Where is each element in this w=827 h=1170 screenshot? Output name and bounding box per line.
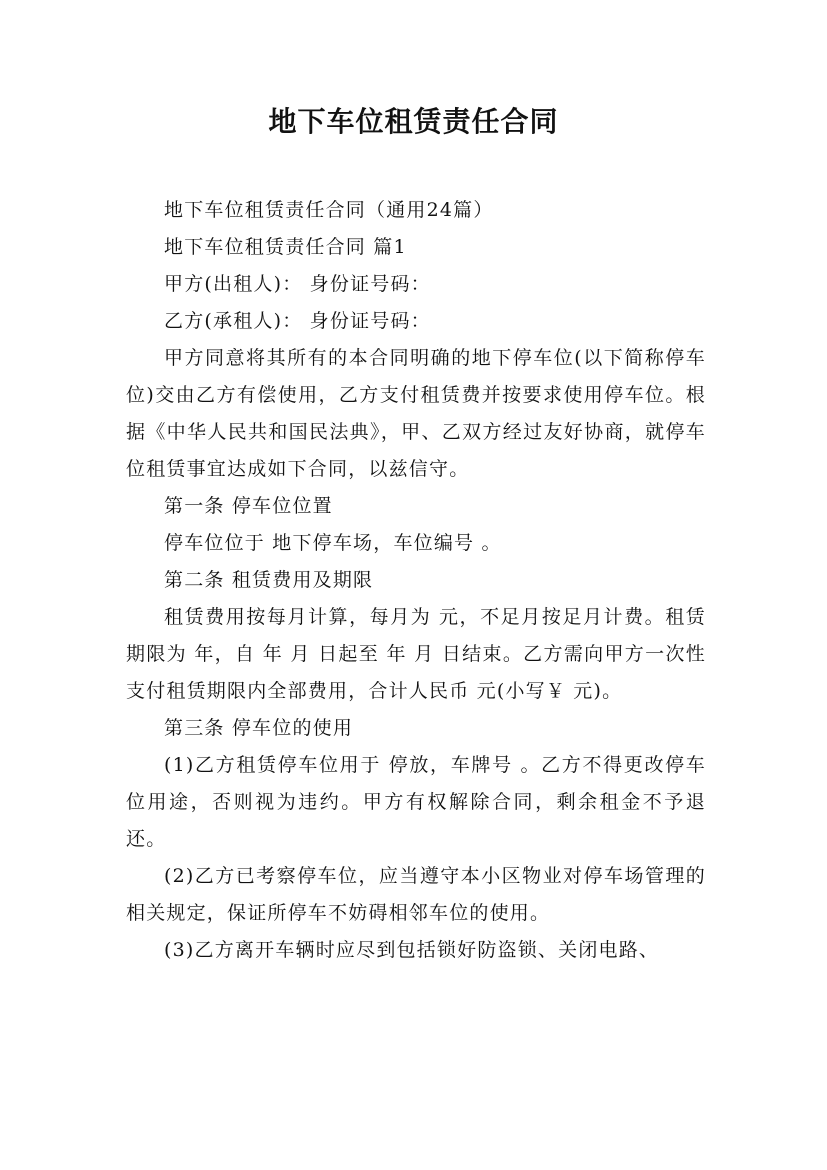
paragraph-party-a: 甲方(出租人)： 身份证号码： (164, 273, 431, 295)
paragraph-part-heading: 地下车位租赁责任合同 篇1 (164, 236, 407, 258)
article-1-heading: 第一条 停车位位置 (164, 495, 333, 517)
article-3-clause-3: (3)乙方离开车辆时应尽到包括锁好防盗锁、关闭电路、 (164, 939, 660, 961)
paragraph-preamble: 甲方同意将其所有的本合同明确的地下停车位(以下简称停车位)交由乙方有偿使用，乙方支付租赁费并按要求使用停车位。根据《中华人民共和国民法典》，甲、乙双方经过友好协商，就停车位租赁事宜达成如下合同，以兹信守。 (126, 347, 706, 480)
article-3-clause-1: (1)乙方租赁停车位用于 停放，车牌号 。乙方不得更改停车位用途，否则视为违约。甲方有权解除合同，剩余租金不予退还。 (126, 754, 706, 850)
article-2-text: 租赁费用按每月计算，每月为 元，不足月按足月计费。租赁期限为 年，自 年 月 日起至 年 月 日结束。乙方需向甲方一次性支付租赁期限内全部费用，合计人民币 元(小写￥ 元)。 (126, 606, 706, 702)
article-2-heading: 第二条 租赁费用及期限 (164, 569, 374, 591)
article-3-heading: 第三条 停车位的使用 (164, 717, 354, 739)
document-body (126, 192, 706, 969)
paragraph-subtitle: 地下车位租赁责任合同（通用24篇） (164, 199, 494, 221)
article-3-clause-2: (2)乙方已考察停车位，应当遵守本小区物业对停车场管理的相关规定，保证所停车不妨碍相邻车位的使用。 (126, 865, 706, 924)
paragraph-party-b: 乙方(承租人)： 身份证号码： (164, 310, 431, 332)
document-title: 地下车位租赁责任合同 (268, 105, 559, 138)
article-1-text: 停车位位于 地下停车场，车位编号 。 (164, 532, 502, 554)
